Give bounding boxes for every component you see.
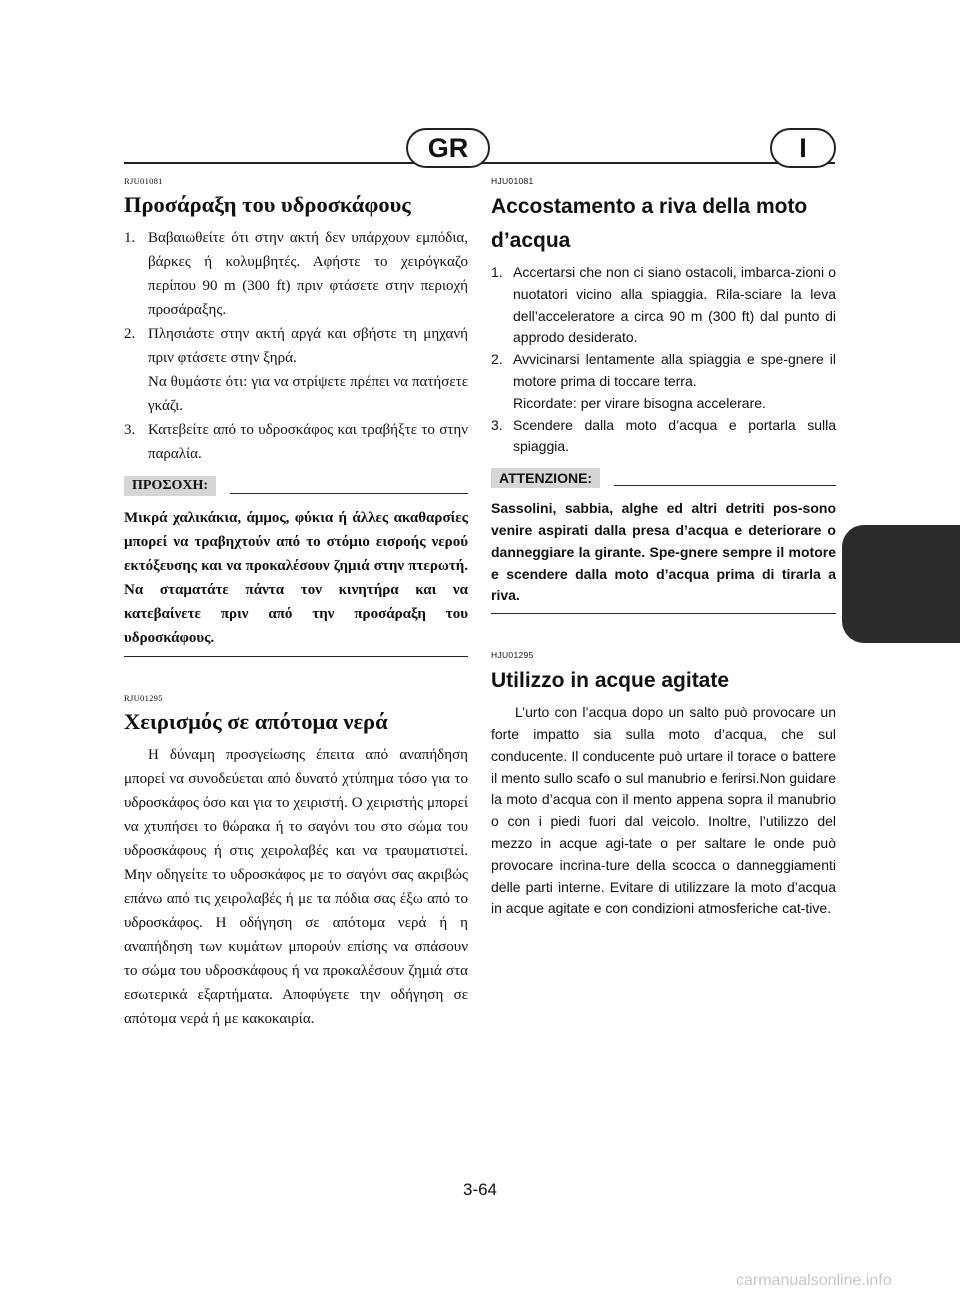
step-item	[124, 226, 468, 322]
language-badge-gr-label: GR	[427, 132, 469, 163]
chapter-thumb-tab	[842, 525, 960, 643]
italian-column	[491, 176, 836, 920]
step-item	[124, 322, 468, 418]
step-number: 3.	[124, 422, 136, 438]
warning-header	[124, 476, 468, 496]
step-note: Ricordate: per virare bisogna accelerare.	[513, 394, 766, 411]
steps-list	[491, 262, 836, 458]
step-number: 2.	[124, 326, 136, 342]
step-item	[491, 262, 836, 349]
language-badge-i-label: I	[799, 132, 807, 163]
step-item	[491, 415, 836, 459]
section-title: Προσάραξη του υδροσκάφους	[124, 192, 411, 217]
warning-text: Μικρά χαλικάκια, άμμος, φύκια ή άλλες ακαθαρσίες μπορεί να τραβηχτούν από το στόμιο εισροής νερού εκτόξευσης και να προκαλέσουν ζημιά στην πτερωτή. Να σταματάτε πάντα τον κινητήρα και να κατεβαίνετε πριν από την προσάραξη του υδροσκάφους.	[124, 506, 468, 657]
step-text: Βαβαιωθείτε ότι στην ακτή δεν υπάρχουν εμπόδια, βάρκες ή κολυμβητές. Αφήστε το χειρόγκαζο περίπου 90 m (300 ft) πριν φτάσετε στην περιοχή προσάραξης.	[148, 230, 468, 318]
greek-column	[124, 176, 468, 1031]
step-note: Να θυμάστε ότι: για να στρίψετε πρέπει να πατήσετε γκάζι.	[148, 374, 468, 414]
section-body: L’urto con l’acqua dopo un salto può provocare un forte impatto sia sulla moto d’acqua, che sul conducente. Il conducente può urtare il torace o battere il mento sullo scafo o sul manubrio e ferirsi.Non guidare la moto d’acqua con il mento appena sopra il manubrio o con i piedi fuori dal veicolo. Inoltre, l’utilizzo del mezzo in acque agi-tate o per saltare le onde può provocare incrina-ture della scocca o danneggiamenti delle parti interne. Evitare di utilizzare la moto d’acqua in acque agitate e con condizioni atmosferiche cat-tive.	[491, 704, 836, 917]
watermark: carmanualsonline.info	[736, 1272, 892, 1289]
page-number: 3-64	[462, 1180, 498, 1199]
warning-text: Sassolini, sabbia, alghe ed altri detriti pos-sono venire aspirati dalla presa d’acqua e deteriorare o danneggiare la girante. Spe-gnere sempre il motore e scendere dalla moto d’acqua prima di tirarla a riva.	[491, 498, 836, 614]
step-number: 2.	[491, 351, 503, 368]
steps-list	[124, 226, 468, 466]
step-text: Accertarsi che non ci siano ostacoli, imbarca-zioni o nuotatori vicino alla spiaggia. Rila-sciare la leva dell’acceleratore a circa 90 m (300 ft) dal punto di approdo desiderato.	[513, 264, 836, 346]
warning-label: ΠΡΟΣΟΧΗ:	[124, 476, 216, 496]
warning-rule	[230, 493, 468, 495]
section-code: RJU01295	[124, 693, 163, 703]
step-number: 3.	[491, 416, 503, 433]
section-code: HJU01081	[491, 176, 534, 186]
section-code: RJU01081	[124, 176, 163, 186]
step-item	[491, 349, 836, 414]
section-title: Accostamento a riva della moto d’acqua	[491, 195, 808, 252]
section-code: HJU01295	[491, 650, 534, 661]
section-title: Χειρισμός σε απότομα νερά	[124, 709, 388, 734]
warning-header	[491, 468, 836, 488]
step-item	[124, 418, 468, 466]
warning-label: ATTENZIONE:	[491, 468, 600, 488]
step-text: Κατεβείτε από το υδροσκάφος και τραβήξτε το στην παραλία.	[148, 422, 468, 462]
warning-rule	[614, 485, 836, 487]
section-title: Utilizzo in acque agitate	[491, 669, 730, 693]
step-text: Πλησιάστε στην ακτή αργά και σβήστε τη μηχανή πριν φτάσετε στην ξηρά.	[148, 326, 468, 366]
language-badge-i	[770, 128, 836, 168]
section-body: Η δύναμη προσγείωσης έπειτα από αναπήδηση μπορεί να συνοδεύεται από δυνατό χτύπημα τόσο για το υδροσκάφος όσο και για το χειριστή. Ο χειριστής μπορεί να χτυπήσει το θώρακα ή το σαγόνι του στο σώμα του υδροσκάφους ή στις χειρολαβές και να τραυματιστεί. Μην οδηγείτε το υδροσκάφος με το σαγόνι σας ακριβώς επάνω από τις χειρολαβές ή με τα πόδια σας έξω από το υδροσκάφος. Η οδήγηση σε απότομα νερά ή η αναπήδηση των κυμάτων μπορούν επίσης να σπάσουν το σώμα του υδροσκάφους ή να προκαλέσουν ζημιά στα εσωτερικά εξαρτήματα. Αποφύγετε την οδήγηση σε απότομα νερά ή με κακοκαιρία.	[124, 747, 468, 1027]
step-number: 1.	[124, 230, 136, 246]
step-text: Scendere dalla moto d’acqua e portarla sulla spiaggia.	[513, 416, 836, 455]
step-text: Avvicinarsi lentamente alla spiaggia e spe-gnere il motore prima di toccare terra.	[513, 351, 836, 389]
step-number: 1.	[491, 264, 503, 280]
language-badge-gr	[406, 128, 490, 168]
